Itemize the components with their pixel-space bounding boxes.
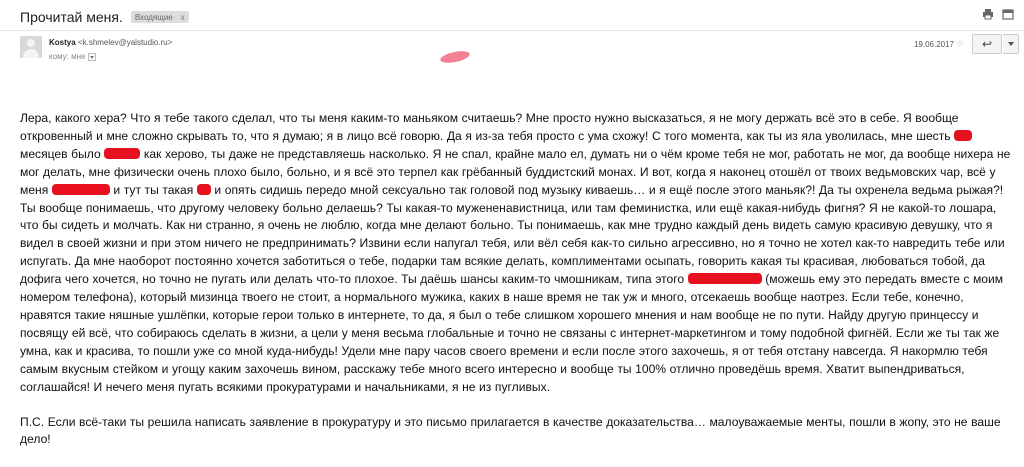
- more-actions-button[interactable]: [1003, 34, 1019, 54]
- redaction-2: [104, 148, 140, 159]
- body-text-1: Лера, какого хера? Что я тебе такого сделал, что ты меня каким-то маньяком считаешь? Мне просто нужно высказаться, я не могу держать всё это в себе. Я вообще откровенный и мне сложно скрывать то, что я думаю; я в лицо всё говорю. Да я из-за тебя просто с ума схожу! С того момента, как ты из яла уволилась, мне шесть: [20, 111, 959, 143]
- header-divider: [0, 30, 1024, 31]
- email-date: 19.06.2017: [913, 40, 954, 49]
- body-text-4: и тут ты такая: [113, 182, 194, 197]
- body-paragraph-2: П.С. Если всё-таки ты решила написать заявление в прокуратуру и это письмо прилагается в качестве доказательства… малоуважаемые менты, пошли в жопу, это не ваше дело!: [20, 414, 1001, 447]
- recipient-text: кому: мне: [49, 52, 86, 61]
- body-text-3: как херово, ты даже не представляешь насколько. Я не спал, крайне мало ел, думать ни о чём кроме тебя не мог, работать не мог, да вообще нихера не мог делать, мне физически очень плохо было, больно, и я всё это терпел как грёбанный буддистский монах. И вот, когда я наконец отошёл от твоих ведьмовских чар, всё у меня: [20, 146, 1011, 197]
- redaction-4: [197, 184, 211, 195]
- body-text-5: и опять сидишь передо мной сексуально так головой под музыку киваешь… и я ещё после этого маньяк?! Да ты охренела ведьма рыжая?! Ты вообще понимаешь, что другому человеку больно делаешь? Ты какая-то мужененавистница, или там феминистка, или ещё какая-нибудь фигня? Я не какой-то лошара, что бы сидеть и молчать. Как ни странно, я очень не люблю, когда мне делают больно. Ты понимаешь, как мне трудно каждый день видеть самую красивую девушку, что я видел в своей жизни и при этом ничего не предпринимать? Извини если напугал тебя, или вёл себя как-то сильно агрессивно, но я точно не хотел как-то навредить тебе или испугать. Да мне наоборот постоянно хочется заботиться о тебе, подарки там всякие делать, комплиментами осыпать, говорить какая ты красивая, любоваться тобой, да дофига чего хочется, но точно не пугать или делать что-то плохое. Ты даёшь шансы каким-то чмошникам, типа этого: [20, 182, 1005, 287]
- body-text-2: месяцев было: [20, 146, 101, 161]
- reply-icon: ↩: [981, 37, 993, 51]
- subject-row: [20, 8, 189, 26]
- star-icon[interactable]: ☆: [955, 38, 964, 48]
- new-window-icon[interactable]: [1002, 8, 1014, 20]
- redaction-3: [52, 184, 110, 195]
- remove-label-icon[interactable]: x: [180, 12, 185, 22]
- inbox-label-text: Входящие: [134, 12, 173, 22]
- recipient-line: [49, 52, 96, 61]
- details-dropdown-icon[interactable]: [88, 53, 96, 61]
- sender-name[interactable]: Kostya: [49, 38, 76, 47]
- body-paragraph-1: [20, 110, 1016, 397]
- body-text-6: (можешь ему это передать вместе с моим номером телефона), который мизинца твоего не стоит, а нормального мужика, каких в наше время не так уж и много, отсекаешь вообще наотрез. Если тебе, конечно, нравятся такие няшные ушлёпки, которые герои только в интернете, то да, я был о тебе слишком хорошего мнения и нам вообще не по пути. Найду другую принцессу и посвящу ей всё, что собираюсь сделать в жизни, а цели у меня весьма глобальные и точно не связаны с интернет-маркетингом и тому подобной фигнёй. Если же ты так же умна, как и красива, то пошли уже со мной куда-нибудь! Удели мне пару часов своего времени и если после этого захочешь, я от тебя отстану навсегда. Я накормлю тебя самым вкусным стейком и угощу каким захочешь вином, расскажу тебе много всего интересно и вообще ты 100% отлично проведёшь время. Хватит выпендриваться, соглашайся! И нечего меня пугать всякими прокуратурами и начальниками, я не из пугливых.: [20, 272, 1004, 394]
- redaction-1: [954, 130, 972, 141]
- redaction-scribble: [439, 49, 470, 65]
- email-body: [20, 110, 1016, 466]
- top-icons: [982, 8, 1014, 20]
- sender-email: <k.shmelev@yalstudio.ru>: [77, 38, 173, 47]
- sender-avatar[interactable]: [20, 36, 42, 58]
- redaction-5: [688, 273, 762, 284]
- print-icon[interactable]: [982, 8, 994, 20]
- email-subject: Прочитай меня.: [20, 9, 123, 25]
- inbox-label[interactable]: [131, 11, 189, 23]
- reply-button[interactable]: [972, 34, 1002, 54]
- chevron-down-icon: [1008, 42, 1014, 46]
- sender-line: [49, 38, 172, 47]
